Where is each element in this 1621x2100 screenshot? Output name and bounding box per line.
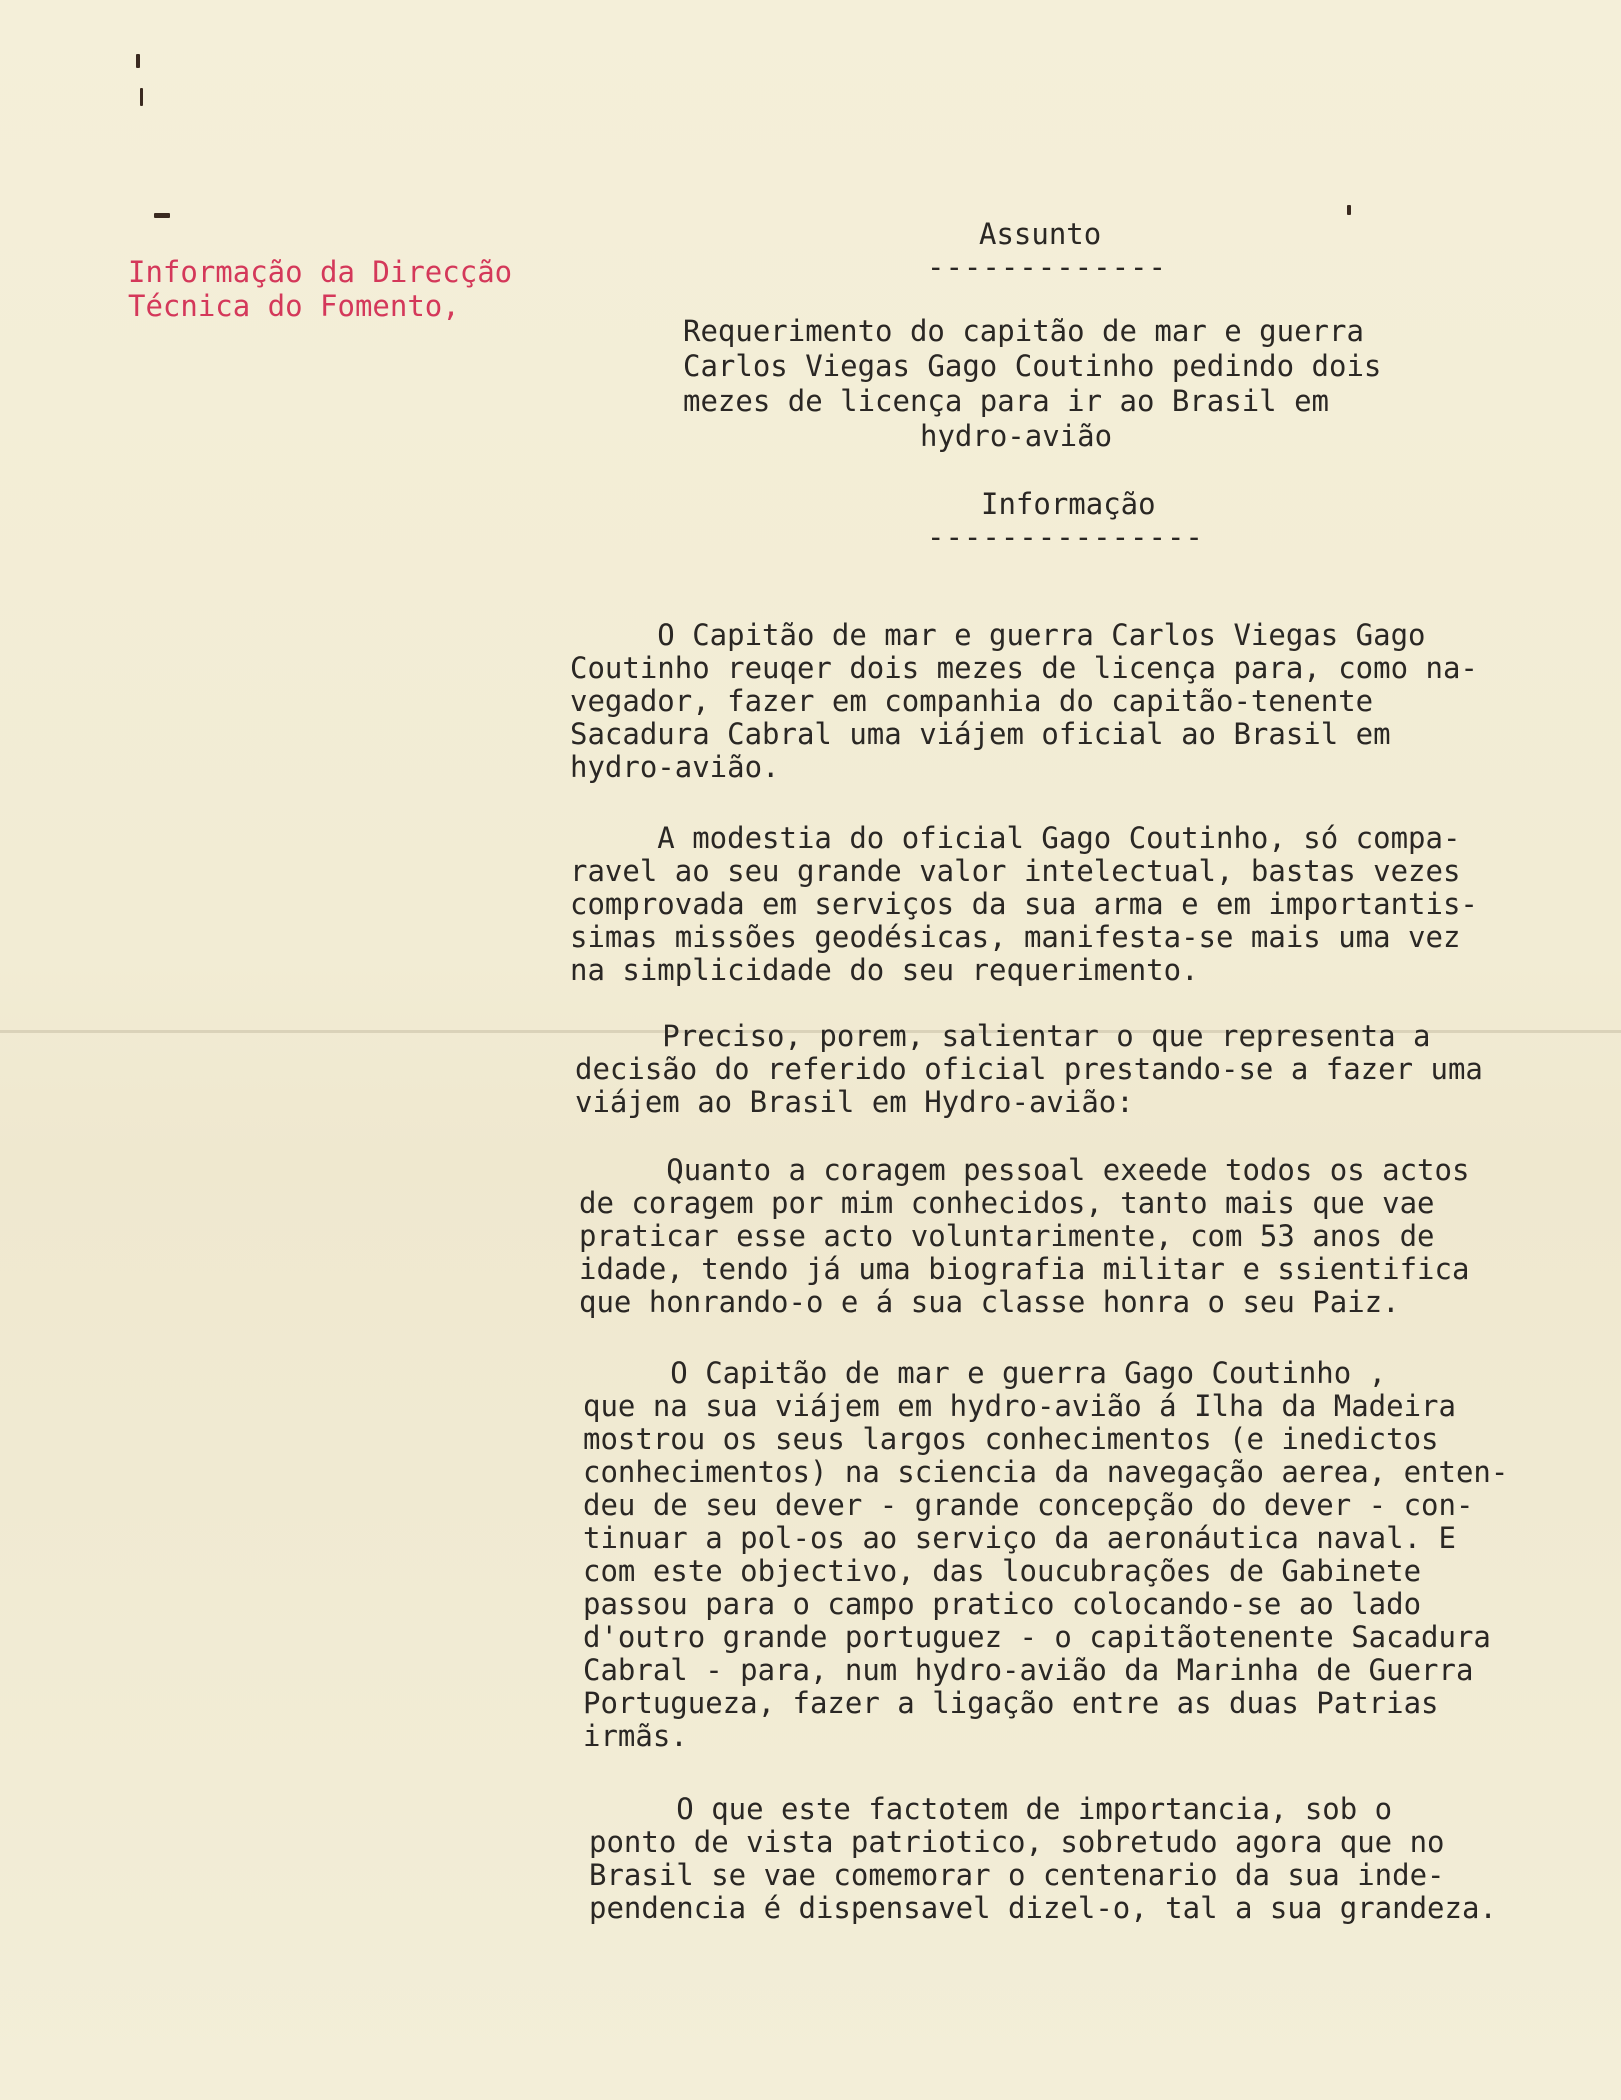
paragraph-line: hydro-avião. (570, 750, 780, 784)
paragraph-line: de coragem por mim conhecidos, tanto mais que vae (579, 1186, 1435, 1220)
paragraph-line: Preciso, porem, salientar o que representa a (575, 1019, 1431, 1053)
informacao-rule: --------------- (927, 520, 1204, 554)
ink-speck (154, 213, 170, 218)
paragraph-line: vegador, fazer em companhia do capitão-tenente (570, 684, 1374, 718)
margin-note-line-2: Técnica do Fomento, (128, 289, 460, 323)
paragraph-line: Cabral - para, num hydro-avião da Marinha de Guerra (583, 1653, 1474, 1687)
paragraph-line: viájem ao Brasil em Hydro-avião: (575, 1085, 1134, 1119)
paragraph-line: O que este factotem de importancia, sob o (589, 1792, 1393, 1826)
subject-line-2: Carlos Viegas Gago Coutinho pedindo dois (683, 349, 1382, 383)
paragraph-line: com este objectivo, das loucubrações de Gabinete (583, 1554, 1422, 1588)
paragraph-line: decisão do referido oficial prestando-se a fazer uma (575, 1052, 1483, 1086)
paragraph-line: ravel ao seu grande valor intelectual, bastas vezes (570, 854, 1461, 888)
paragraph-line: Brasil se vae comemorar o centenario da sua inde- (589, 1858, 1445, 1892)
subject-line-4: hydro-avião (920, 419, 1113, 453)
paragraph-line: idade, tendo já uma biografia militar e ssientifica (579, 1252, 1470, 1286)
paragraph-line: Quanto a coragem pessoal exeede todos os actos (579, 1153, 1470, 1187)
paragraph-2 (570, 822, 1478, 987)
ink-speck (1347, 205, 1351, 215)
assunto-rule: ------------- (927, 250, 1167, 284)
ink-speck (140, 88, 143, 106)
paragraph-line: mostrou os seus largos conhecimentos (e inedictos (583, 1422, 1439, 1456)
margin-note-line-1: Informação da Direcção (128, 255, 513, 289)
paragraph-line: simas missões geodésicas, manifesta-se mais uma vez (570, 920, 1461, 954)
paragraph-line: que honrando-o e á sua classe honra o seu Paiz. (579, 1285, 1400, 1319)
paragraph-line: conhecimentos) na sciencia da navegação aerea, enten- (583, 1455, 1509, 1489)
informacao-heading: Informação (981, 487, 1156, 521)
paragraph-line: Sacadura Cabral uma viájem oficial ao Brasil em (570, 717, 1391, 751)
paragraph-line: deu de seu dever - grande concepção do dever - con- (583, 1488, 1474, 1522)
paragraph-line: pendencia é dispensavel dizel-o, tal a sua grandeza. (589, 1891, 1497, 1925)
paragraph-line: A modestia do oficial Gago Coutinho, só compa- (570, 821, 1461, 855)
paragraph-line: Coutinho reuqer dois mezes de licença para, como na- (570, 651, 1478, 685)
paragraph-line: praticar esse acto voluntarimente, com 53 anos de (579, 1219, 1435, 1253)
paragraph-line: d'outro grande portuguez - o capitãotenente Sacadura (583, 1620, 1491, 1654)
paragraph-line: que na sua viájem em hydro-avião á Ilha da Madeira (583, 1389, 1456, 1423)
subject-line-1: Requerimento do capitão de mar e guerra (683, 314, 1364, 348)
ink-speck (136, 54, 140, 68)
paragraph-3 (575, 1020, 1483, 1119)
paragraph-line: na simplicidade do seu requerimento. (570, 953, 1199, 987)
paragraph-line: comprovada em serviços da sua arma e em importantis- (570, 887, 1478, 921)
assunto-heading: Assunto (979, 217, 1102, 251)
paragraph-line: O Capitão de mar e guerra Gago Coutinho , (583, 1356, 1387, 1390)
paragraph-line: Portugueza, fazer a ligação entre as duas Patrias (583, 1686, 1439, 1720)
paragraph-line: ponto de vista patriotico, sobretudo agora que no (589, 1825, 1445, 1859)
paragraph-line: O Capitão de mar e guerra Carlos Viegas Gago (570, 618, 1443, 652)
margin-note (128, 255, 512, 323)
paragraph-5 (583, 1357, 1508, 1753)
paragraph-4 (579, 1154, 1469, 1319)
paragraph-line: tinuar a pol-os ao serviço da aeronáutica naval. E (583, 1521, 1456, 1555)
paragraph-1 (570, 619, 1478, 784)
paragraph-6 (589, 1793, 1497, 1925)
subject-line-3: mezes de licença para ir ao Brasil em (683, 384, 1330, 418)
paragraph-line: irmãs. (583, 1719, 688, 1753)
paragraph-line: passou para o campo pratico colocando-se ao lado (583, 1587, 1422, 1621)
